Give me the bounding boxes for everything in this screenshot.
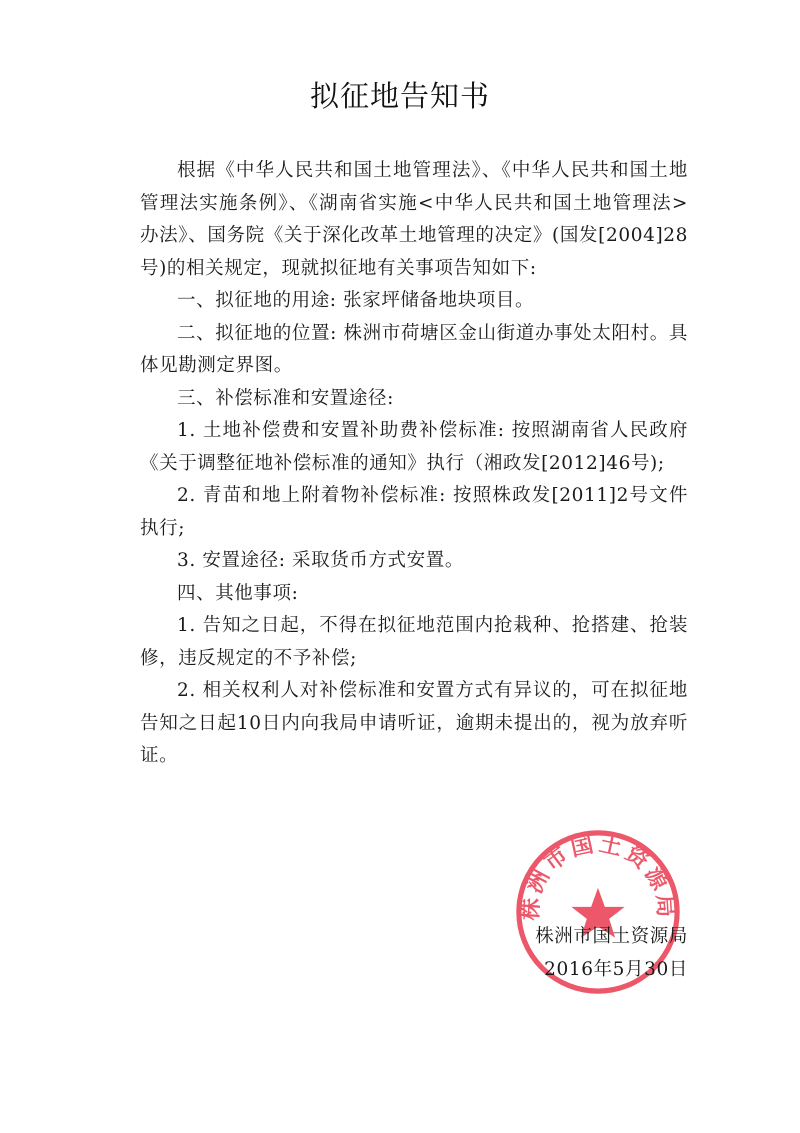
paragraph-other-heading: 四、其他事项: <box>177 582 299 604</box>
paragraph-compensation-heading: 三、补偿标准和安置途径: <box>177 387 394 409</box>
intro-paragraph: 根据《中华人民共和国土地管理法》、《中华人民共和国土地管理法实施条例》、《湖南省实施<中华人民共和国土地管理法>办法》、国务院《关于深化改革土地管理的决定》(国发[2004]28号)的相关规定，现就拟征地有关事项告知如下: <box>140 160 688 279</box>
paragraph-resettlement: 3. 安置途径: 采取货币方式安置。 <box>177 550 464 571</box>
svg-text:株洲市国土资源局: 株洲市国土资源局 <box>517 830 679 922</box>
paragraph-other-2: 2. 相关权利人对补偿标准和安置方式有异议的，可在拟征地告知之日起10日内向我局申请听证，逾期未提出的，视为放弃听证。 <box>140 680 688 766</box>
document-title: 拟征地告知书 <box>309 79 490 113</box>
signature-block <box>535 920 688 986</box>
paragraph-compensation-crops: 2. 青苗和地上附着物补偿标准: 按照株政发[2011]2号文件执行; <box>140 485 688 539</box>
paragraph-compensation-land: 1. 土地补偿费和安置补助费补偿标准: 按照湖南省人民政府《关于调整征地补偿标准的通知》执行（湘政发[2012]46号); <box>140 420 688 474</box>
paragraph-purpose: 一、拟征地的用途: 张家坪储备地块项目。 <box>177 290 535 311</box>
issue-date: 2016年5月30日 <box>544 959 688 980</box>
paragraph-location: 二、拟征地的位置: 株洲市荷塘区金山街道办事处太阳村。具体见勘测定界图。 <box>140 322 688 376</box>
document-body <box>140 155 688 773</box>
issuer-name: 株洲市国土资源局 <box>535 926 688 947</box>
paragraph-other-1: 1. 告知之日起，不得在拟征地范围内抢栽种、抢搭建、抢装修，违反规定的不予补偿; <box>140 615 688 669</box>
